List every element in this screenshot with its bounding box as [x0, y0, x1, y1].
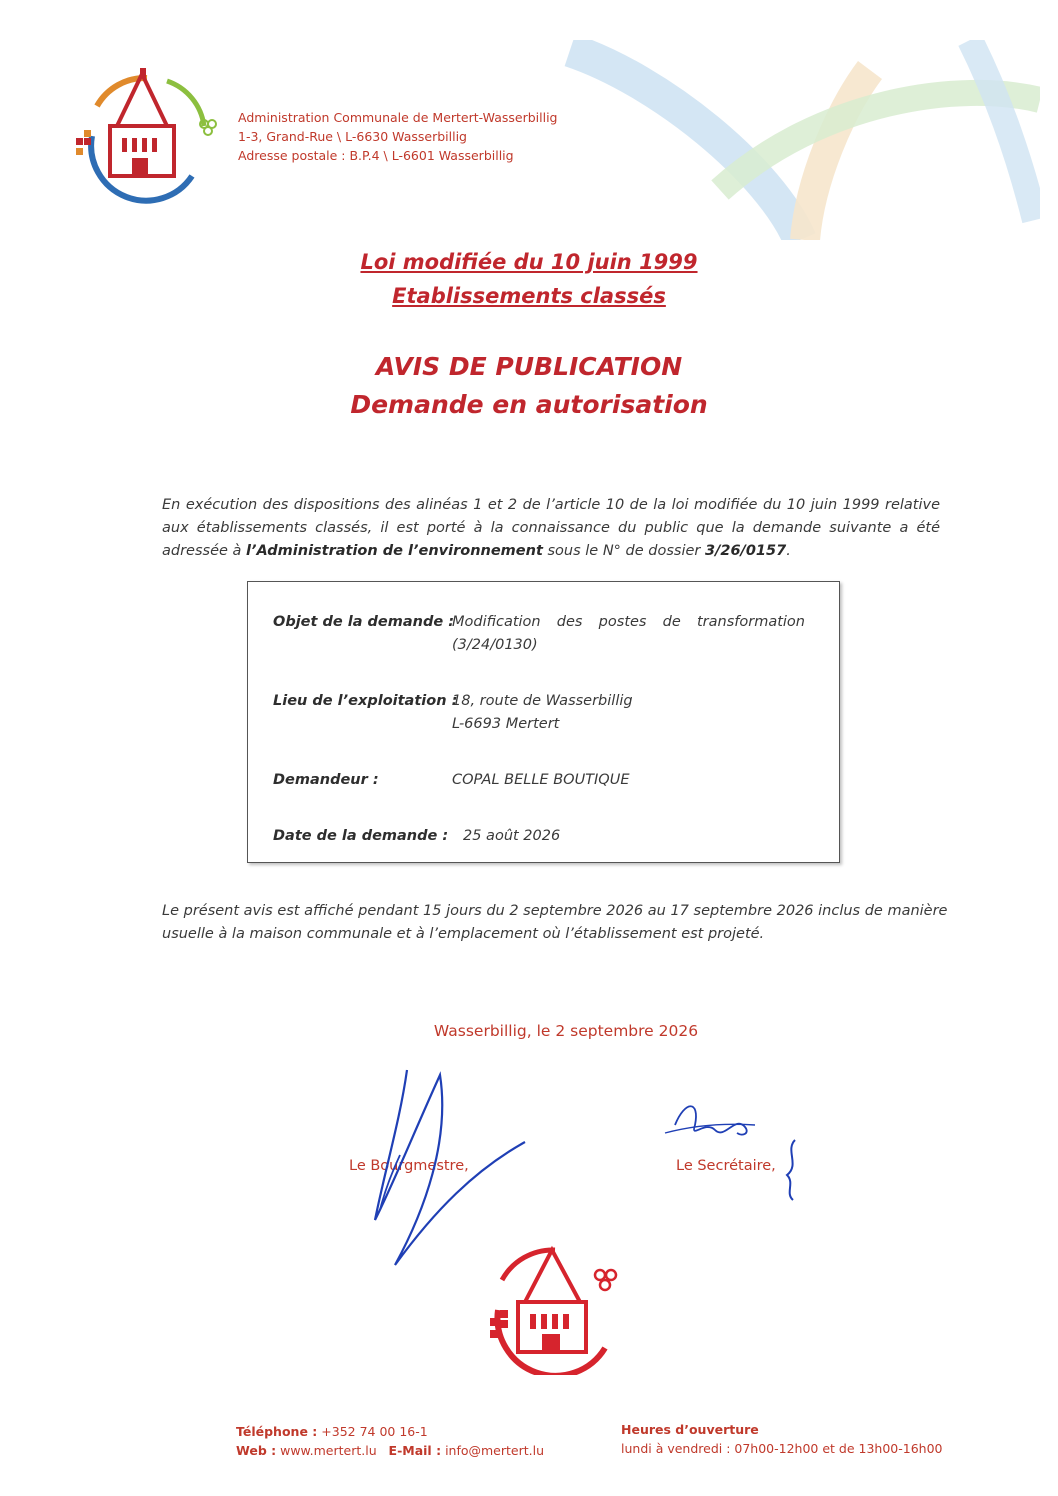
- mayor-signature: [355, 1060, 535, 1270]
- objet-label: Objet de la demande :: [273, 614, 455, 630]
- footer-phone-value: +352 74 00 16-1: [321, 1424, 428, 1439]
- date-label: Date de la demande :: [273, 828, 449, 844]
- municipality-logo: [72, 66, 222, 206]
- intro-text-2: sous le N° de dossier: [542, 543, 705, 559]
- footer-phone: [236, 1424, 428, 1439]
- display-notice: Le présent avis est affiché pendant 15 jours du 2 septembre 2026 au 17 septembre 2026 inclus de manière usuelle à la maison communale et à l’emplacement où l’établissement est projeté.: [162, 903, 948, 942]
- intro-authority: l’Administration de l’environnement: [246, 543, 543, 559]
- law-subtitle: Etablissements classés: [392, 284, 666, 308]
- objet-value-line2: (3/24/0130): [452, 637, 538, 653]
- footer-hours-title: Heures d’ouverture: [621, 1422, 759, 1437]
- footer-web-email: [236, 1443, 544, 1458]
- law-title: Loi modifiée du 10 juin 1999: [360, 250, 698, 274]
- header-postal-address: Adresse postale : B.P.4 \ L-6601 Wasserbillig: [238, 148, 514, 163]
- notice-subtitle: Demande en autorisation: [350, 390, 708, 419]
- intro-text-3: .: [786, 543, 791, 559]
- secretary-signature: [655, 1095, 805, 1205]
- mayor-label: Le Bourgmestre,: [349, 1158, 469, 1174]
- demandeur-value: COPAL BELLE BOUTIQUE: [452, 772, 630, 788]
- municipality-stamp: [480, 1240, 630, 1375]
- footer-hours: lundi à vendredi : 07h00-12h00 et de 13h00-16h00: [621, 1441, 943, 1456]
- intro-text-1: En exécution des dispositions des alinéas 1 et 2 de l’article 10 de la loi modifiée du 10 juin 1999 relative aux établissements classés, il est porté à la connaissance du public que la demande suivante a été adressée à: [162, 497, 940, 559]
- lieu-label: Lieu de l’exploitation :: [273, 693, 458, 709]
- place-and-date: Wasserbillig, le 2 septembre 2026: [433, 1022, 699, 1040]
- lieu-value-line2: L-6693 Mertert: [452, 716, 560, 732]
- lieu-value-line1: 18, route de Wasserbillig: [452, 693, 633, 709]
- header-organization: Administration Communale de Mertert-Wasserbillig: [238, 110, 558, 125]
- footer-email-label: E-Mail :: [388, 1443, 442, 1458]
- header-address: 1-3, Grand-Rue \ L-6630 Wasserbillig: [238, 129, 467, 144]
- decorative-swoosh: [540, 40, 1040, 240]
- intro-paragraph: [162, 494, 940, 563]
- footer-phone-label: Téléphone :: [236, 1424, 318, 1439]
- footer-web-label: Web :: [236, 1443, 277, 1458]
- demandeur-label: Demandeur :: [273, 772, 379, 788]
- footer-web-value[interactable]: www.mertert.lu: [280, 1443, 377, 1458]
- objet-value-line1: Modification des postes de transformation: [452, 614, 805, 630]
- secretary-label: Le Secrétaire,: [676, 1158, 776, 1174]
- intro-file-number: 3/26/0157: [704, 543, 787, 559]
- date-value: 25 août 2026: [463, 828, 561, 844]
- footer-email-value[interactable]: info@mertert.lu: [445, 1443, 545, 1458]
- notice-title: AVIS DE PUBLICATION: [375, 352, 683, 381]
